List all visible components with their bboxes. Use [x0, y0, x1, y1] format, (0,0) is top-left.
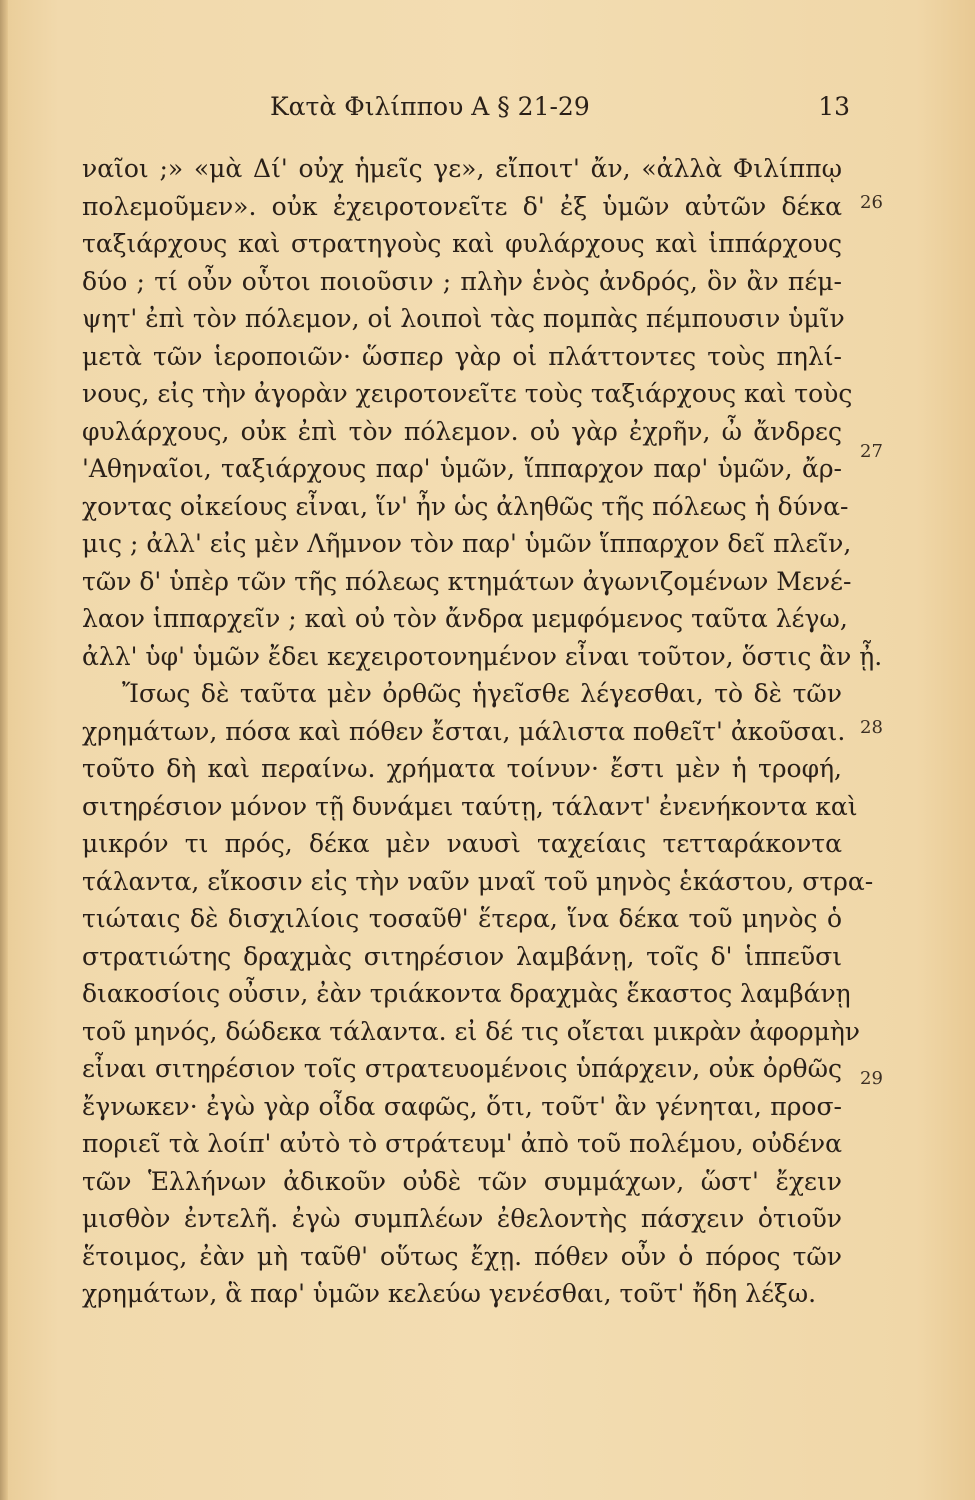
text-line: μισθὸν ἐντελῆ. ἐγὼ συμπλέων ἐθελοντὴς πάσχειν ὁτιοῦν [82, 1204, 842, 1233]
text-line: 'Αθηναῖοι, ταξιάρχους παρ' ὑμῶν, ἵππαρχον παρ' ὑμῶν, ἄρ- [82, 454, 842, 483]
text-line: μικρόν τι πρός, δέκα μὲν ναυσὶ ταχείαις τετταράκοντα [82, 829, 842, 858]
section-number: 26 [860, 192, 883, 213]
text-line: τοῦ μηνός, δώδεκα τάλαντα. εἰ δέ τις οἴεται μικρὰν ἀφορμὴν [82, 1016, 860, 1046]
text-line: τιώταις δὲ δισχιλίοις τοσαῦθ' ἕτερα, ἵνα δέκα τοῦ μηνὸς ὁ [82, 904, 842, 933]
text-line: νους, εἰς τὴν ἀγορὰν χειροτονεῖτε τοὺς ταξιάρχους καὶ τοὺς [82, 379, 853, 408]
text-line: πολεμοῦμεν». οὐκ ἐχειροτονεῖτε δ' ἐξ ὑμῶν αὐτῶν δέκα [82, 191, 842, 221]
body-text [82, 150, 883, 1313]
section-number: 28 [860, 717, 883, 738]
text-line: σιτηρέσιον μόνον τῇ δυνάμει ταύτῃ, τάλαντ' ἐνενήκοντα καὶ [82, 791, 858, 821]
text-line: ἕτοιμος, ἐὰν μὴ ταῦθ' οὕτως ἔχῃ. πόθεν οὖν ὁ πόρος τῶν [82, 1241, 842, 1271]
text-line: εἶναι σιτηρέσιον τοῖς στρατευομένοις ὑπάρχειν, οὐκ ὀρθῶς [82, 1054, 842, 1083]
text-line: χρημάτων, πόσα καὶ πόθεν ἔσται, μάλιστα ποθεῖτ' ἀκοῦσαι. [82, 716, 846, 746]
text-line: ποριεῖ τὰ λοίπ' αὐτὸ τὸ στράτευμ' ἀπὸ τοῦ πολέμου, οὐδένα [82, 1129, 842, 1158]
text-line: στρατιώτης δραχμὰς σιτηρέσιον λαμβάνῃ, τοῖς δ' ἱππεῦσι [82, 941, 842, 971]
text-line: διακοσίοις οὖσιν, ἐὰν τριάκοντα δραχμὰς ἕκαστος λαμβάνῃ [82, 979, 851, 1008]
text-line: τῶν Ἑλλήνων ἀδικοῦν οὐδὲ τῶν συμμάχων, ὥστ' ἔχειν [82, 1166, 842, 1196]
text-line: μις ; ἀλλ' εἰς μὲν Λῆμνον τὸν παρ' ὑμῶν ἵππαρχον δεῖ πλεῖν, [82, 529, 852, 558]
page-spine-edge [0, 0, 8, 1500]
text-line: τοῦτο δὴ καὶ περαίνω. χρήματα τοίνυν· ἔστι μὲν ἡ τροφή, [82, 754, 842, 783]
section-number: 29 [860, 1068, 883, 1089]
page-header [270, 92, 850, 132]
text-line: τάλαντα, εἴκοσιν εἰς τὴν ναῦν μναῖ τοῦ μηνὸς ἑκάστου, στρα- [82, 866, 874, 896]
text-line: ἔγνωκεν· ἐγὼ γὰρ οἶδα σαφῶς, ὅτι, τοῦτ' ἂν γένηται, προσ- [82, 1091, 842, 1121]
text-line: δύο ; τί οὖν οὗτοι ποιοῦσιν ; πλὴν ἑνὸς ἀνδρός, ὃν ἂν πέμ- [82, 266, 842, 296]
page-number: 13 [818, 92, 850, 121]
text-line: ναῖοι ;» «μὰ Δί' οὐχ ἡμεῖς γε», εἴποιτ' ἄν, «ἀλλὰ Φιλίππῳ [82, 154, 842, 183]
text-line: φυλάρχους, οὐκ ἐπὶ τὸν πόλεμον. οὐ γὰρ ἐχρῆν, ὦ ἄνδρες [82, 416, 842, 446]
section-number: 27 [860, 441, 883, 462]
text-line: μετὰ τῶν ἱεροποιῶν· ὥσπερ γὰρ οἱ πλάττοντες τοὺς πηλί- [82, 341, 842, 371]
text-line: ταξιάρχους καὶ στρατηγοὺς καὶ φυλάρχους καὶ ἱππάρχους [82, 229, 842, 258]
text-line: τῶν δ' ὑπὲρ τῶν τῆς πόλεως κτημάτων ἀγωνιζομένων Μενέ- [82, 566, 852, 596]
text-line: ψητ' ἐπὶ τὸν πόλεμον, οἱ λοιποὶ τὰς πομπὰς πέμπουσιν ὑμῖν [82, 304, 845, 333]
text-line: ἀλλ' ὑφ' ὑμῶν ἔδει κεχειροτονημένον εἶναι τοῦτον, ὅστις ἂν ᾖ. [82, 641, 883, 671]
text-line: λαον ἱππαρχεῖν ; καὶ οὐ τὸν ἄνδρα μεμφόμενος ταῦτα λέγω, [82, 604, 848, 633]
text-line: χοντας οἰκείους εἶναι, ἵν' ἦν ὡς ἀληθῶς τῆς πόλεως ἡ δύνα- [82, 491, 849, 521]
text-line: Ἴσως δὲ ταῦτα μὲν ὀρθῶς ἡγεῖσθε λέγεσθαι, τὸ δὲ τῶν [122, 679, 842, 708]
running-title: Κατὰ Φιλίππου Α § 21-29 [270, 92, 590, 121]
text-line: χρημάτων, ἃ παρ' ὑμῶν κελεύω γενέσθαι, τοῦτ' ἤδη λέξω. [82, 1279, 817, 1308]
